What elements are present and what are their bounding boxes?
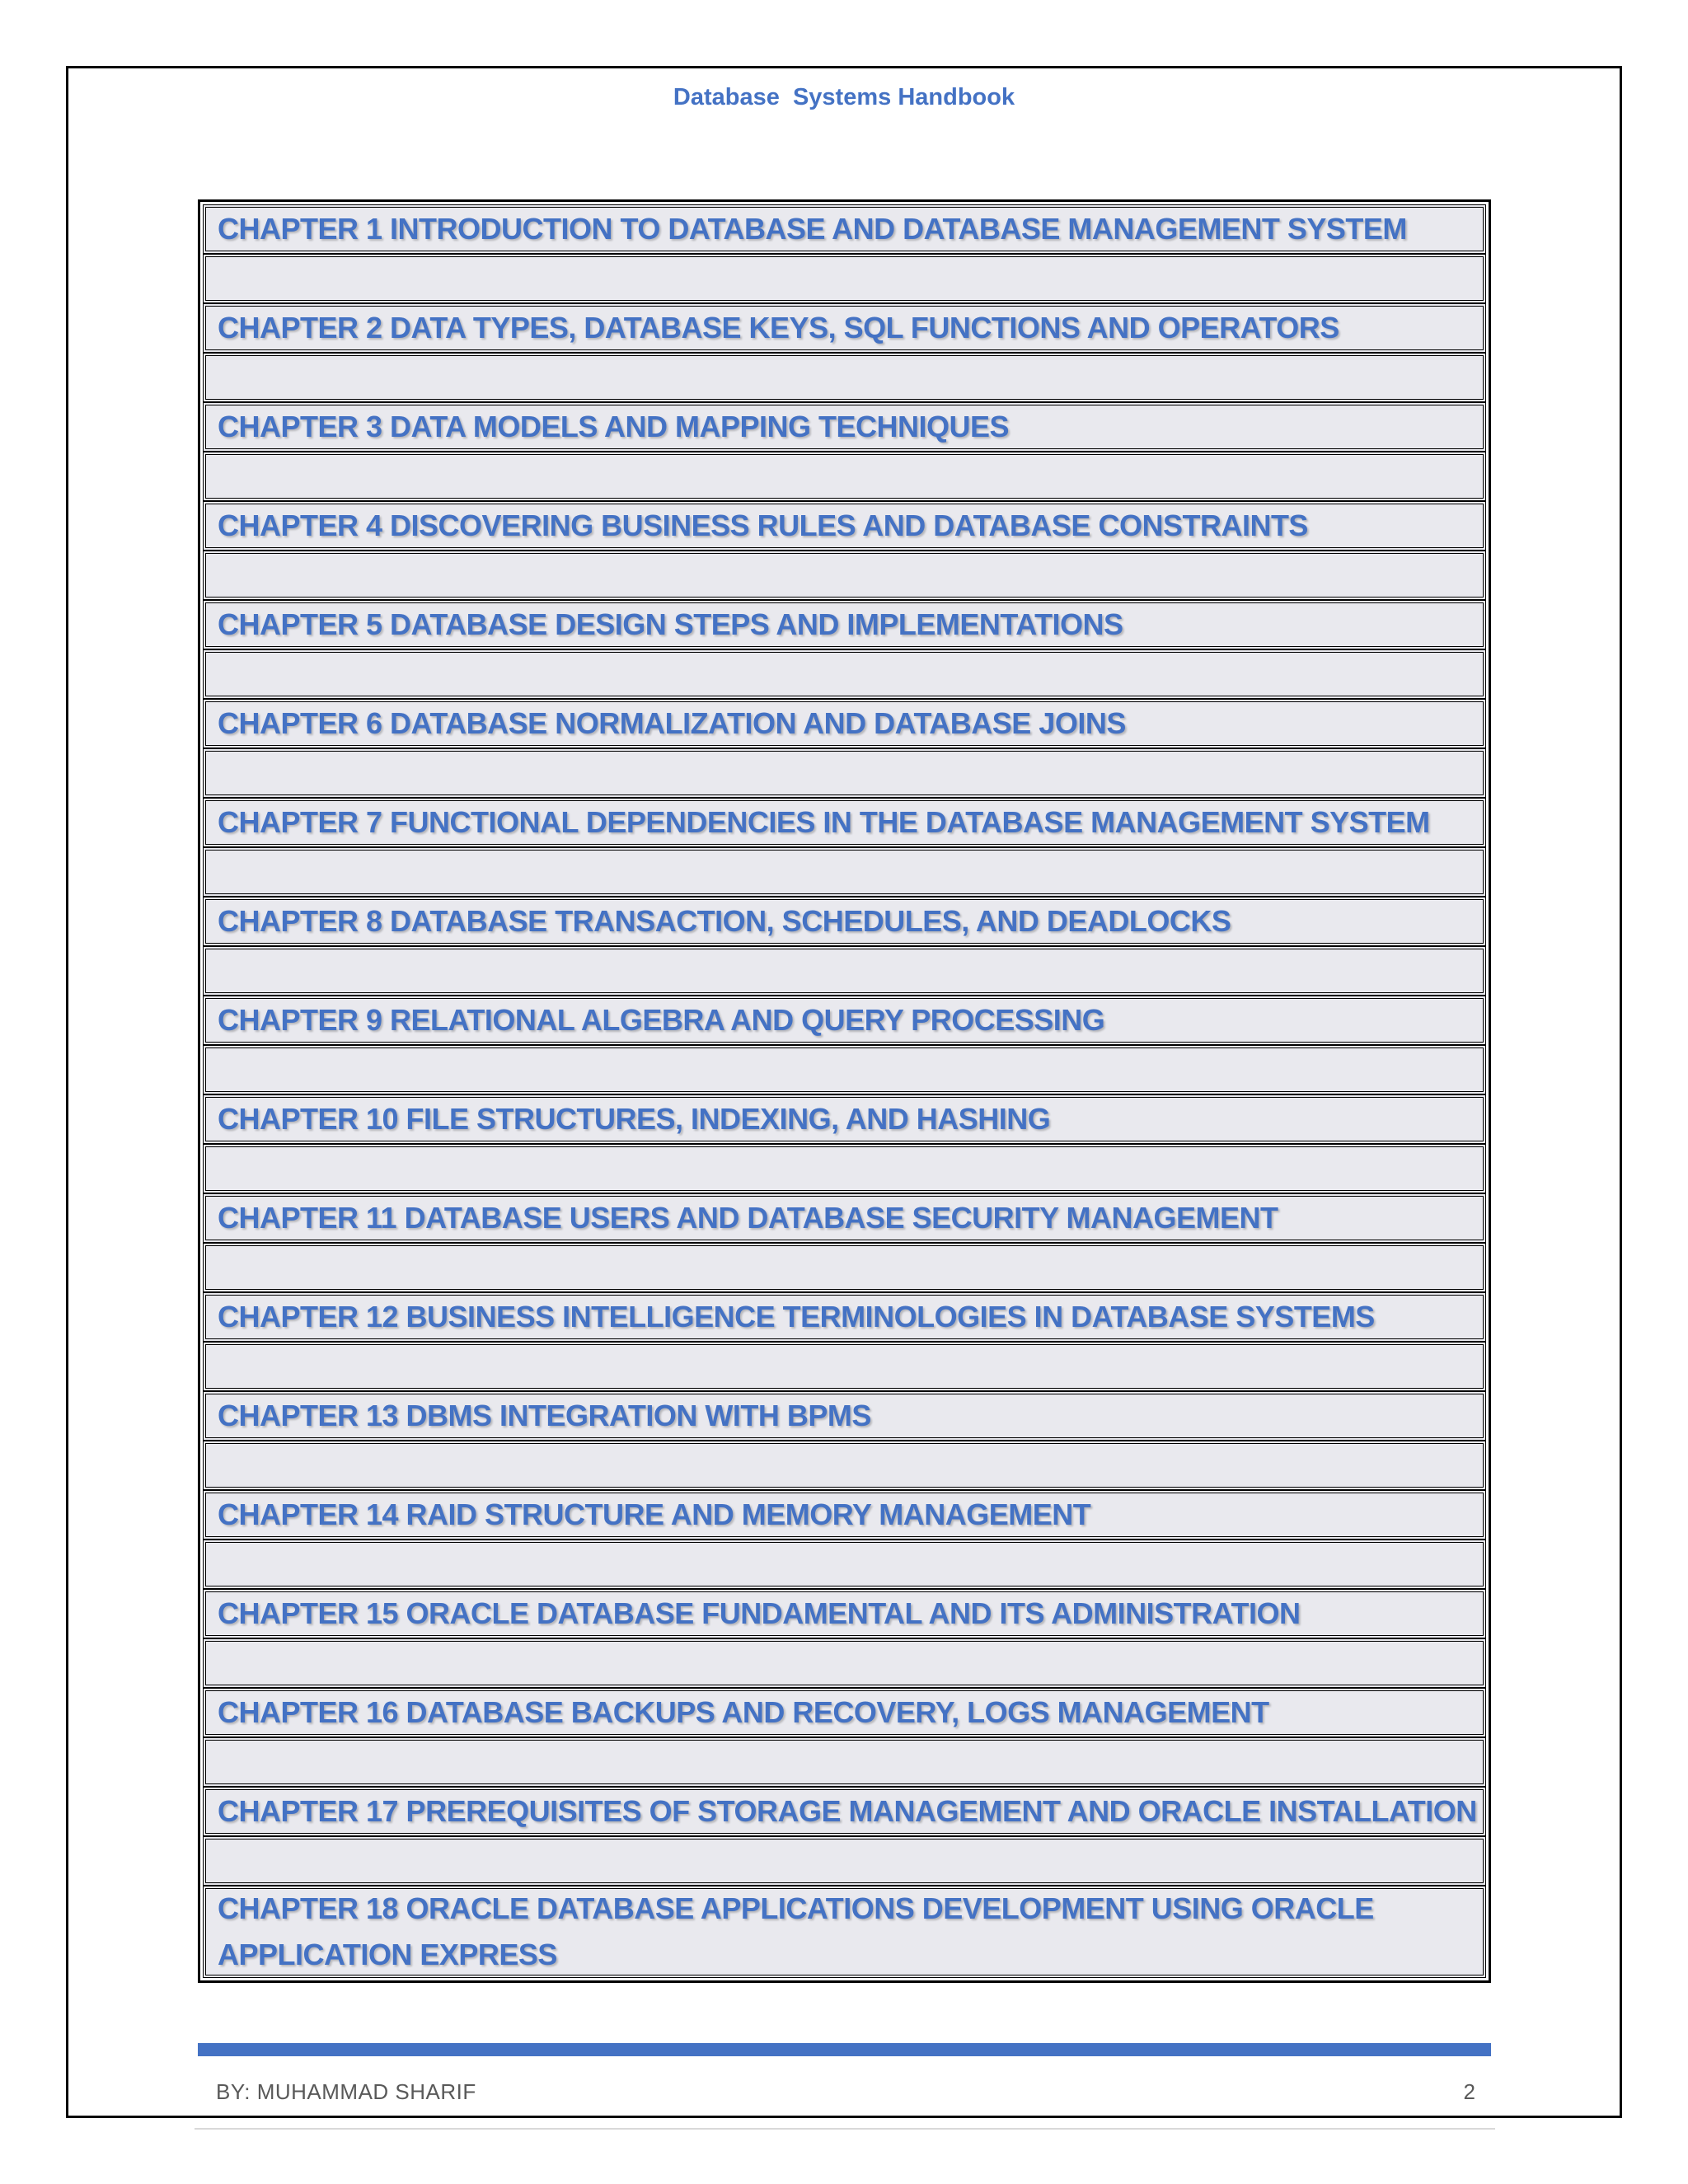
toc-spacer-row bbox=[203, 649, 1486, 699]
toc-spacer-row bbox=[203, 1342, 1486, 1391]
toc-spacer-row bbox=[203, 254, 1486, 303]
toc-spacer-row bbox=[203, 452, 1486, 501]
toc-chapter-12[interactable]: CHAPTER 12 BUSINESS INTELLIGENCE TERMINOLOGIES IN DATABASE SYSTEMS bbox=[203, 1292, 1486, 1342]
toc-spacer-row bbox=[203, 551, 1486, 600]
toc-chapter-6[interactable]: CHAPTER 6 DATABASE NORMALIZATION AND DATABASE JOINS bbox=[203, 699, 1486, 748]
toc-spacer-row bbox=[203, 1836, 1486, 1886]
toc-chapter-1[interactable]: CHAPTER 1 INTRODUCTION TO DATABASE AND DATABASE MANAGEMENT SYSTEM bbox=[203, 204, 1486, 254]
toc-chapter-15[interactable]: CHAPTER 15 ORACLE DATABASE FUNDAMENTAL AND ITS ADMINISTRATION bbox=[203, 1589, 1486, 1638]
toc-chapter-4[interactable]: CHAPTER 4 DISCOVERING BUSINESS RULES AND DATABASE CONSTRAINTS bbox=[203, 501, 1486, 551]
toc-chapter-11[interactable]: CHAPTER 11 DATABASE USERS AND DATABASE SECURITY MANAGEMENT bbox=[203, 1193, 1486, 1243]
toc-chapter-5[interactable]: CHAPTER 5 DATABASE DESIGN STEPS AND IMPLEMENTATIONS bbox=[203, 600, 1486, 649]
toc-spacer-row bbox=[203, 748, 1486, 798]
toc-chapter-16[interactable]: CHAPTER 16 DATABASE BACKUPS AND RECOVERY, LOGS MANAGEMENT bbox=[203, 1688, 1486, 1737]
toc-chapter-3[interactable]: CHAPTER 3 DATA MODELS AND MAPPING TECHNIQUES bbox=[203, 402, 1486, 452]
toc-chapter-14[interactable]: CHAPTER 14 RAID STRUCTURE AND MEMORY MANAGEMENT bbox=[203, 1490, 1486, 1540]
page-header-title: Database Systems Handbook bbox=[673, 84, 1015, 110]
toc-chapter-17[interactable]: CHAPTER 17 PREREQUISITES OF STORAGE MANAGEMENT AND ORACLE INSTALLATION bbox=[203, 1787, 1486, 1836]
footer-accent-bar bbox=[198, 2043, 1491, 2056]
table-of-contents bbox=[198, 199, 1491, 1983]
toc-spacer-row bbox=[203, 353, 1486, 402]
toc-spacer-row bbox=[203, 847, 1486, 897]
toc-chapter-7[interactable]: CHAPTER 7 FUNCTIONAL DEPENDENCIES IN THE DATABASE MANAGEMENT SYSTEM bbox=[203, 798, 1486, 847]
page-number: 2 bbox=[1463, 2079, 1475, 2104]
toc-spacer-row bbox=[203, 1441, 1486, 1490]
toc-chapter-13[interactable]: CHAPTER 13 DBMS INTEGRATION WITH BPMS bbox=[203, 1391, 1486, 1441]
toc-chapter-8[interactable]: CHAPTER 8 DATABASE TRANSACTION, SCHEDULES, AND DEADLOCKS bbox=[203, 897, 1486, 946]
toc-chapter-9[interactable]: CHAPTER 9 RELATIONAL ALGEBRA AND QUERY PROCESSING bbox=[203, 996, 1486, 1045]
bottom-divider bbox=[195, 2128, 1495, 2130]
toc-spacer-row bbox=[203, 1638, 1486, 1688]
toc-spacer-row bbox=[203, 946, 1486, 996]
footer-author: BY: MUHAMMAD SHARIF bbox=[216, 2079, 476, 2104]
toc-chapter-10[interactable]: CHAPTER 10 FILE STRUCTURES, INDEXING, AND HASHING bbox=[203, 1094, 1486, 1144]
toc-spacer-row bbox=[203, 1045, 1486, 1094]
toc-chapter-2[interactable]: CHAPTER 2 DATA TYPES, DATABASE KEYS, SQL FUNCTIONS AND OPERATORS bbox=[203, 303, 1486, 353]
toc-spacer-row bbox=[203, 1243, 1486, 1292]
toc-spacer-row bbox=[203, 1737, 1486, 1787]
toc-spacer-row bbox=[203, 1540, 1486, 1589]
toc-chapter-18[interactable]: CHAPTER 18 ORACLE DATABASE APPLICATIONS DEVELOPMENT USING ORACLE APPLICATION EXPRESS bbox=[203, 1886, 1486, 1978]
toc-spacer-row bbox=[203, 1144, 1486, 1193]
